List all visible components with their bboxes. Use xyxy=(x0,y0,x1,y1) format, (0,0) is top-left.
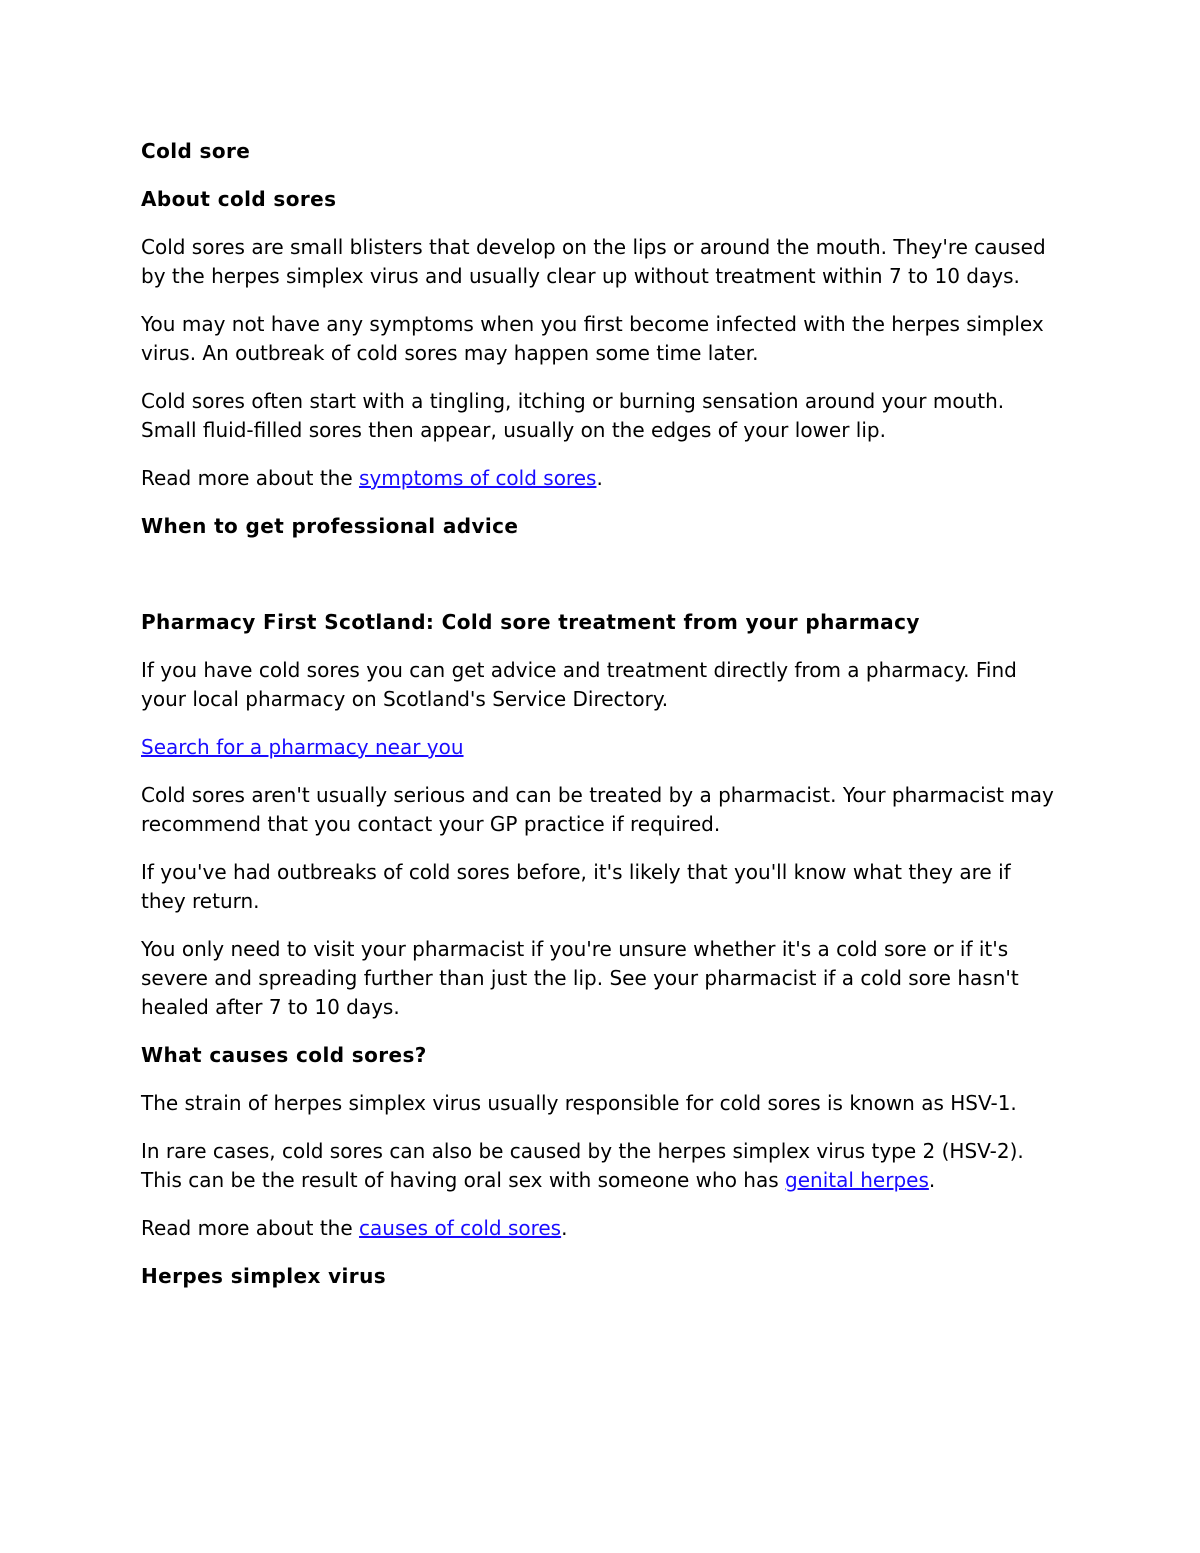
symptoms-read-more xyxy=(141,464,1061,493)
symptoms-read-more-prefix: Read more about the xyxy=(141,466,360,490)
causes-paragraph-2-suffix: . xyxy=(928,1168,936,1192)
causes-paragraph-2 xyxy=(141,1137,1061,1195)
herpes-heading: Herpes simplex virus xyxy=(141,1264,387,1288)
about-paragraph-2: You may not have any symptoms when you first become infected with the herpes simplex virus. An outbreak of cold sores may happen some time later. xyxy=(141,312,1044,365)
causes-heading: What causes cold sores? xyxy=(141,1043,427,1067)
pharmacy-search-link[interactable]: Search for a pharmacy near you xyxy=(141,735,464,759)
pharmacy-search-line xyxy=(141,733,1061,762)
page-title: Cold sore xyxy=(141,139,251,163)
about-paragraph-1: Cold sores are small blisters that develop on the lips or around the mouth. They're caused by the herpes simplex virus and usually clear up without treatment within 7 to 10 days. xyxy=(141,235,1046,288)
causes-read-more xyxy=(141,1214,1061,1243)
about-paragraph-3: Cold sores often start with a tingling, itching or burning sensation around your mouth. Small fluid-filled sores then appear, usually on the edges of your lower lip. xyxy=(141,389,1005,442)
symptoms-link[interactable]: symptoms of cold sores xyxy=(359,466,597,490)
causes-link[interactable]: causes of cold sores xyxy=(359,1216,562,1240)
causes-read-more-prefix: Read more about the xyxy=(141,1216,360,1240)
section-spacer xyxy=(141,560,1061,608)
causes-paragraph-1: The strain of herpes simplex virus usually responsible for cold sores is known as HSV-1. xyxy=(141,1091,1017,1115)
pharmacy-paragraph-1: If you have cold sores you can get advice and treatment directly from a pharmacy. Find your local pharmacy on Scotland's Service Directory. xyxy=(141,658,1017,711)
pharmacy-paragraph-4: You only need to visit your pharmacist if you're unsure whether it's a cold sore or if it's severe and spreading further than just the lip. See your pharmacist if a cold sore hasn't healed after 7 to 10 days. xyxy=(141,937,1019,1019)
genital-herpes-link[interactable]: genital herpes xyxy=(785,1168,929,1192)
pharmacy-paragraph-2: Cold sores aren't usually serious and can be treated by a pharmacist. Your pharmacist may recommend that you contact your GP practice if required. xyxy=(141,783,1054,836)
pharmacy-heading: Pharmacy First Scotland: Cold sore treatment from your pharmacy xyxy=(141,610,920,634)
pharmacy-paragraph-3: If you've had outbreaks of cold sores before, it's likely that you'll know what they are if they return. xyxy=(141,860,1011,913)
about-heading: About cold sores xyxy=(141,187,337,211)
advice-heading: When to get professional advice xyxy=(141,514,519,538)
document-body xyxy=(141,137,1061,1310)
symptoms-read-more-suffix: . xyxy=(596,466,603,490)
causes-paragraph-2-prefix: In rare cases, cold sores can also be caused by the herpes simplex virus type 2 (HSV-2). This can be the result of having oral sex with someone who has xyxy=(141,1139,1024,1192)
causes-read-more-suffix: . xyxy=(561,1216,568,1240)
